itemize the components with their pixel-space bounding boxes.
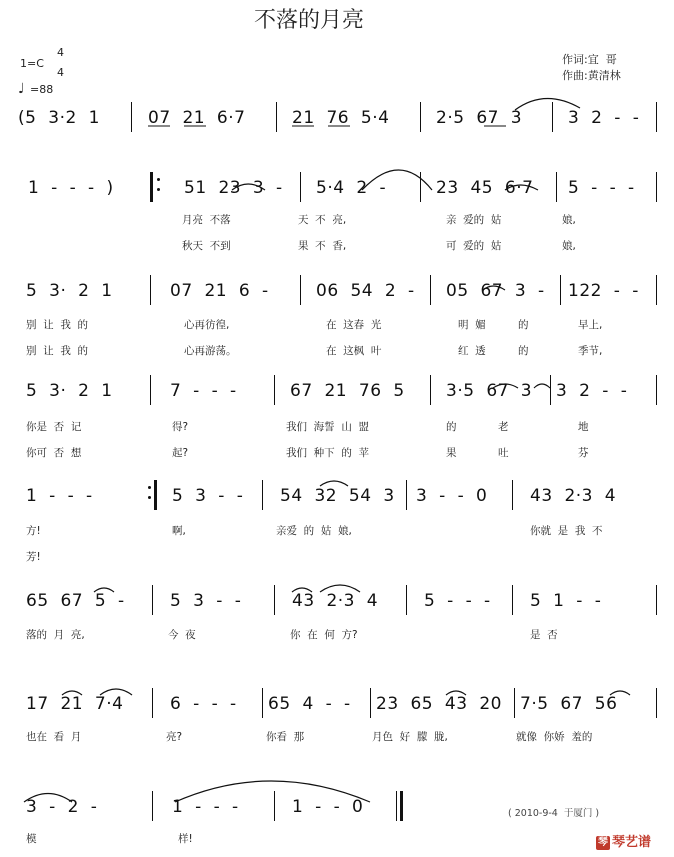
lyric: 天 不 亮, bbox=[298, 214, 347, 226]
time-signature-bottom: 4 bbox=[57, 66, 64, 79]
watermark-text: 琴艺谱 bbox=[612, 835, 652, 850]
measure: 1 - - - bbox=[26, 486, 93, 506]
barline bbox=[274, 791, 275, 821]
barline bbox=[552, 102, 553, 132]
measure: 23 65 43 20 bbox=[376, 694, 502, 714]
lyric: 是 否 bbox=[530, 629, 558, 641]
lyric: 我们 海誓 山 盟 bbox=[286, 421, 370, 433]
barline bbox=[406, 480, 407, 510]
barline bbox=[262, 480, 263, 510]
measure: 05 67 3 - bbox=[446, 281, 545, 301]
lyric: 老 bbox=[498, 421, 509, 433]
lyric: 模 bbox=[26, 833, 37, 845]
lyric: 吐 bbox=[498, 447, 509, 459]
barline bbox=[420, 172, 421, 202]
measure: 65 4 - - bbox=[268, 694, 351, 714]
measure: 2·5 67 3 bbox=[436, 108, 523, 128]
barline bbox=[656, 375, 657, 405]
barline bbox=[274, 375, 275, 405]
barline bbox=[560, 275, 561, 305]
song-title: 不落的月亮 bbox=[254, 8, 365, 33]
measure: 06 54 2 - bbox=[316, 281, 415, 301]
barline bbox=[152, 791, 153, 821]
lyric: 的 bbox=[518, 319, 529, 331]
tempo: =88 bbox=[30, 83, 54, 96]
lyric: 你就 是 我 不 bbox=[530, 525, 603, 537]
measure: (5 3·2 1 bbox=[18, 108, 100, 128]
barline bbox=[430, 375, 431, 405]
lyric: 别 让 我 的 bbox=[26, 345, 89, 357]
measure: 07 21 6·7 bbox=[148, 108, 246, 128]
barline bbox=[406, 585, 407, 615]
lyric: 亮? bbox=[166, 731, 183, 743]
barline bbox=[550, 375, 551, 405]
time-signature-top: 4 bbox=[57, 46, 64, 59]
barline bbox=[300, 172, 301, 202]
measure: 5 3· 2 1 bbox=[26, 381, 113, 401]
final-barline-thick bbox=[400, 791, 403, 821]
lyric: 明 媚 bbox=[458, 319, 486, 331]
measure: 1 - - - bbox=[172, 797, 239, 817]
lyric: 月色 好 朦 胧, bbox=[372, 731, 448, 743]
barline bbox=[300, 275, 301, 305]
measure: 5 3 - - bbox=[172, 486, 244, 506]
measure: 7·5 67 56 bbox=[520, 694, 618, 714]
barline bbox=[262, 688, 263, 718]
lyric: 你看 那 bbox=[266, 731, 305, 743]
measure: 67 21 76 5 bbox=[290, 381, 405, 401]
date-note: ( 2010-9-4 于厦门 ) bbox=[508, 808, 600, 819]
lyric: 果 bbox=[446, 447, 457, 459]
lyric: 心再游荡。 bbox=[184, 345, 237, 357]
lyric: 地 bbox=[578, 421, 589, 433]
barline bbox=[656, 172, 657, 202]
composer: 作曲:黄清林 bbox=[562, 69, 621, 82]
barline bbox=[150, 275, 151, 305]
lyric: 啊, bbox=[172, 525, 186, 537]
measure: 7 - - - bbox=[170, 381, 237, 401]
measure: 21 76 5·4 bbox=[292, 108, 390, 128]
measure: 1 - - - ) bbox=[28, 178, 114, 198]
measure: 23 45 6·7 bbox=[436, 178, 534, 198]
measure: 122 - - bbox=[568, 281, 639, 301]
lyric: 今 夜 bbox=[168, 629, 196, 641]
lyric: 的 bbox=[446, 421, 457, 433]
watermark bbox=[596, 831, 651, 850]
key-signature: 1=C bbox=[20, 57, 44, 70]
barline bbox=[274, 585, 275, 615]
barline bbox=[514, 688, 515, 718]
barline bbox=[131, 102, 132, 132]
qinyipu-logo-icon: 琴 bbox=[598, 836, 608, 848]
slur-arc bbox=[534, 384, 550, 388]
barline bbox=[512, 480, 513, 510]
lyric: 得? bbox=[172, 421, 189, 433]
tempo-note-icon: ♩ bbox=[18, 81, 25, 97]
lyric: 秋天 不到 bbox=[182, 240, 231, 252]
barline bbox=[656, 275, 657, 305]
measure: 51 23 3 - bbox=[184, 178, 283, 198]
lyric: 在 这春 光 bbox=[326, 319, 382, 331]
lyric: 月亮 不落 bbox=[182, 214, 231, 226]
lyric: 你 在 何 方? bbox=[290, 629, 358, 641]
barline bbox=[420, 102, 421, 132]
lyric: 的 bbox=[518, 345, 529, 357]
measure: 1 - - 0 bbox=[292, 797, 364, 817]
repeat-dots bbox=[157, 172, 160, 202]
lyric: 季节, bbox=[578, 345, 603, 357]
lyric: 娘, bbox=[562, 240, 576, 252]
barline bbox=[656, 585, 657, 615]
lyric: 样! bbox=[178, 833, 193, 845]
lyric: 亲爱 的 姑 娘, bbox=[276, 525, 352, 537]
measure: 5 3 - - bbox=[170, 591, 242, 611]
barline bbox=[512, 585, 513, 615]
measure: 54 32 54 3 bbox=[280, 486, 395, 506]
measure: 6 - - - bbox=[170, 694, 237, 714]
lyric: 你可 否 想 bbox=[26, 447, 82, 459]
barline bbox=[370, 688, 371, 718]
barline bbox=[656, 688, 657, 718]
measure: 5 - - - bbox=[424, 591, 491, 611]
measure: 5 1 - - bbox=[530, 591, 602, 611]
lyric: 起? bbox=[172, 447, 189, 459]
lyricist: 作词:宜 哥 bbox=[562, 53, 617, 66]
lyric: 在 这枫 叶 bbox=[326, 345, 382, 357]
lyric: 芳! bbox=[26, 551, 41, 563]
lyric: 别 让 我 的 bbox=[26, 319, 89, 331]
measure: 3 - - 0 bbox=[416, 486, 488, 506]
lyric: 心再彷徨, bbox=[184, 319, 230, 331]
barline bbox=[150, 375, 151, 405]
lyric: 红 透 bbox=[458, 345, 486, 357]
measure: 43 2·3 4 bbox=[292, 591, 379, 611]
measure: 5 3· 2 1 bbox=[26, 281, 113, 301]
repeat-start-barline bbox=[150, 172, 153, 202]
measure: 65 67 5 - bbox=[26, 591, 125, 611]
lyric: 可 爱的 姑 bbox=[446, 240, 502, 252]
measure: 3 - 2 - bbox=[26, 797, 98, 817]
lyric: 娘, bbox=[562, 214, 576, 226]
barline bbox=[152, 585, 153, 615]
measure: 3·5 67 3 bbox=[446, 381, 533, 401]
barline bbox=[152, 688, 153, 718]
lyric: 芬 bbox=[578, 447, 589, 459]
final-barline-thin bbox=[396, 791, 397, 821]
measure: 43 2·3 4 bbox=[530, 486, 617, 506]
lyric: 就像 你娇 羞的 bbox=[516, 731, 593, 743]
measure: 5 - - - bbox=[568, 178, 635, 198]
repeat-end-barline bbox=[154, 480, 157, 510]
lyric: 亲 爱的 姑 bbox=[446, 214, 502, 226]
measure: 17 21 7·4 bbox=[26, 694, 124, 714]
barline bbox=[556, 172, 557, 202]
measure: 5·4 2 - bbox=[316, 178, 387, 198]
repeat-dots bbox=[148, 480, 151, 510]
lyric: 果 不 香, bbox=[298, 240, 347, 252]
measure: 3 2 - - bbox=[556, 381, 628, 401]
measure: 07 21 6 - bbox=[170, 281, 269, 301]
lyric: 也在 看 月 bbox=[26, 731, 82, 743]
measure: 3 2 - - bbox=[568, 108, 640, 128]
lyric: 我们 种下 的 苹 bbox=[286, 447, 370, 459]
lyric: 早上, bbox=[578, 319, 603, 331]
barline bbox=[430, 275, 431, 305]
lyric: 你是 否 记 bbox=[26, 421, 82, 433]
barline bbox=[656, 102, 657, 132]
lyric: 方! bbox=[26, 525, 41, 537]
lyric: 落的 月 亮, bbox=[26, 629, 85, 641]
barline bbox=[276, 102, 277, 132]
